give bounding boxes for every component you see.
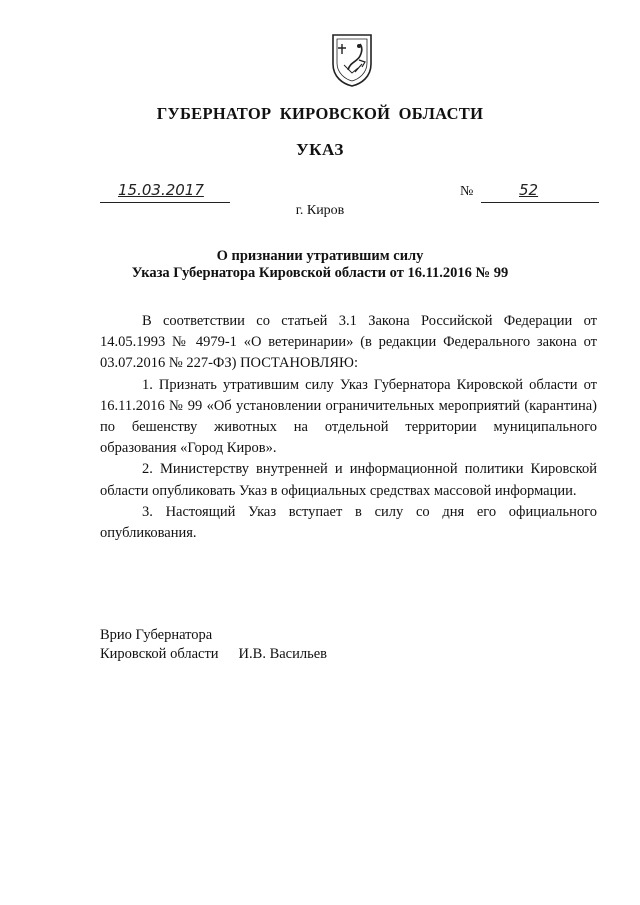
coat-of-arms-emblem	[329, 32, 375, 88]
document-body	[100, 311, 597, 544]
signatory-row	[100, 645, 327, 664]
handwritten-number: 52	[519, 181, 539, 199]
title-line-2: Указа Губернатора Кировской области от 16.11.2016 № 99	[131, 265, 509, 281]
signatory-position-line-1: Врио Губернатора	[100, 627, 213, 643]
clause-2-paragraph: 2. Министерству внутренней и информационной политики Кировской области опубликовать Указ в официальных средствах массовой информации.	[100, 461, 597, 499]
title-line-1: О признании утратившим силу	[216, 248, 424, 264]
preamble-paragraph: В соответствии со статьей 3.1 Закона Российской Федерации от 14.05.1993 № 4979-1 «О ветеринарии» (в редакции Федерального закона от 03.07.2016 № 227-ФЗ) ПОСТАНОВЛЯЮ:	[100, 313, 597, 372]
signature-block	[100, 626, 327, 664]
number-field	[481, 182, 599, 203]
clause-1-paragraph: 1. Признать утратившим силу Указ Губернатора Кировской области от 16.11.2016 № 99 «Об установлении ограничительных мероприятий (карантина) по бешенству животных на отдельной территории муниципального образования «Город Киров».	[100, 376, 597, 457]
document-title	[60, 248, 580, 282]
date-field	[100, 182, 230, 203]
number-sign: №	[460, 184, 474, 199]
signatory-name: И.В. Васильев	[238, 646, 327, 662]
city-name: г. Киров	[295, 203, 345, 218]
handwritten-date: 15.03.2017	[118, 181, 204, 199]
signatory-position-line-2: Кировской области	[100, 646, 219, 662]
issuing-authority: ГУБЕРНАТОР КИРОВСКОЙ ОБЛАСТИ	[156, 104, 484, 123]
document-type: УКАЗ	[296, 140, 344, 159]
clause-3-paragraph: 3. Настоящий Указ вступает в силу со дня его официального опубликования.	[100, 503, 597, 542]
